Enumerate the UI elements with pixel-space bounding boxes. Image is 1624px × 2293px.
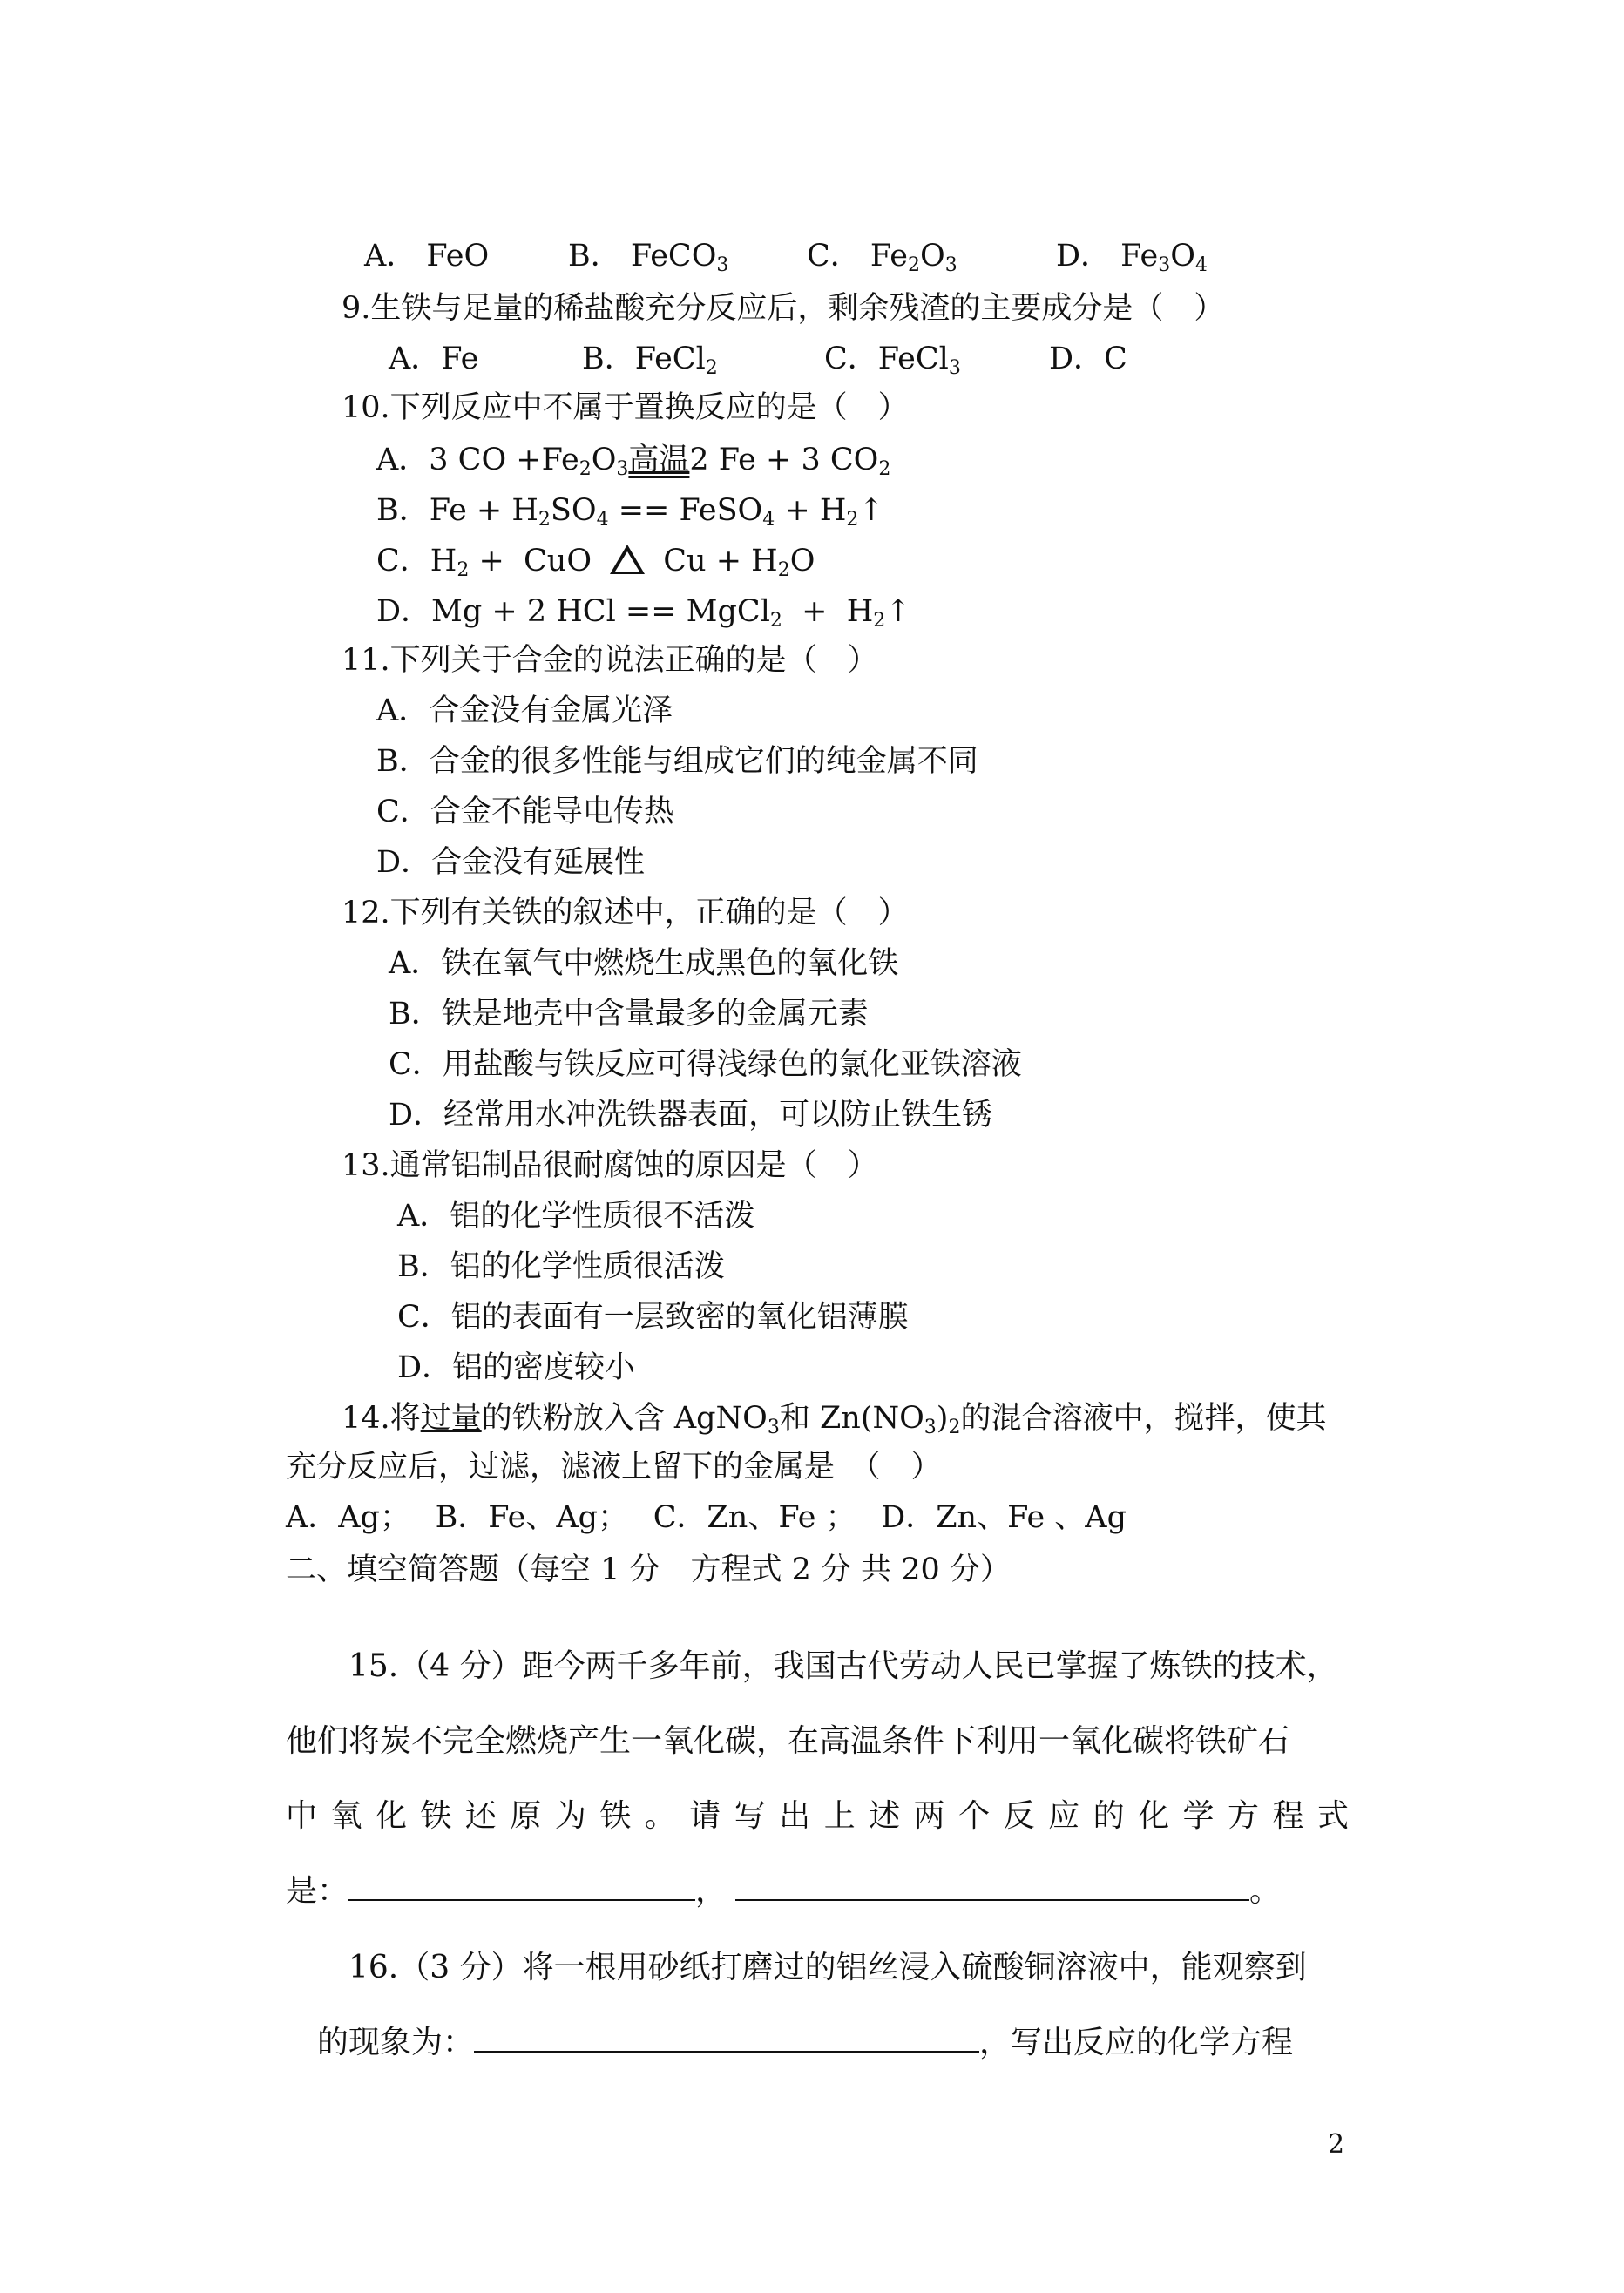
q8-option-b: B． FeCO$_3$ — [568, 239, 729, 276]
q9-option-b: B．FeCl$_2$ — [582, 342, 718, 379]
q9-option-d: D．C — [1049, 342, 1127, 376]
page-number: 2 — [1328, 2129, 1345, 2160]
q14-stem-line2: 充分反应后，过滤，滤液上留下的金属是 （ ） — [286, 1450, 942, 1485]
heating-triangle-icon — [610, 545, 645, 574]
q12-option-a: A．铁在氧气中燃烧生成黑色的氧化铁 — [389, 946, 899, 981]
q16-line2: 的现象为： ，写出反应的化学方程 — [317, 2025, 1294, 2060]
q13-option-a: A．铝的化学性质很不活泼 — [397, 1199, 755, 1234]
q11-option-c: C．合金不能导电传热 — [376, 795, 674, 829]
q15-line3: 中氧化铁还原为铁。请写出上述两个反应的化学方程式 — [286, 1798, 1349, 1834]
answer-blank-3[interactable] — [474, 2025, 979, 2053]
q11-stem: 11.下列关于合金的说法正确的是（ ） — [342, 643, 878, 678]
q16-line1: 16.（3 分）将一根用砂纸打磨过的铝丝浸入硫酸铜溶液中，能观察到 — [348, 1950, 1307, 1985]
q12-stem: 12.下列有关铁的叙述中，正确的是（ ） — [342, 896, 909, 930]
q14-stem-line1: 14.将过量的铁粉放入含 AgNO$_3$和 $Zn(NO_3)_2$的混合溶液中，搅拌，使其 — [342, 1401, 1327, 1438]
q15-line2: 他们将炭不完全燃烧产生一氧化碳，在高温条件下利用一氧化碳将铁矿石 — [286, 1723, 1290, 1759]
q13-option-c: C．铝的表面有一层致密的氧化铝薄膜 — [397, 1300, 909, 1335]
q10-stem: 10.下列反应中不属于置换反应的是（ ） — [342, 390, 909, 425]
q9-option-a: A．Fe — [389, 342, 479, 376]
q12-option-d: D．经常用水冲洗铁器表面，可以防止铁生锈 — [389, 1098, 993, 1133]
gas-up-arrow-icon: ↑ — [858, 493, 884, 528]
q13-option-b: B．铝的化学性质很活泼 — [397, 1249, 725, 1284]
q11-option-b: B．合金的很多性能与组成它们的纯金属不同 — [376, 744, 978, 779]
q8-option-d: D． $Fe_3O_4$ — [1056, 239, 1208, 276]
q11-option-a: A．合金没有金属光泽 — [376, 693, 673, 728]
section-2-title: 二、填空简答题（每空 1 分 方程式 2 分 共 20 分） — [286, 1552, 1011, 1587]
q9-option-c: C．FeCl$_3$ — [824, 342, 961, 379]
q12-option-c: C．用盐酸与铁反应可得浅绿色的氯化亚铁溶液 — [389, 1047, 1022, 1082]
q14-options: A．Ag； B．Fe、Ag； C．Zn、Fe ； D．Zn、Fe 、Ag — [286, 1500, 1127, 1535]
gas-up-arrow-icon: ↑ — [885, 594, 911, 629]
q10-option-a: A．3 CO $+Fe_2O_3$高温2 Fe + 3 $CO_2$ — [376, 443, 891, 480]
reaction-condition-high-temp: 高温 — [628, 443, 690, 477]
q10-option-c: C．$H_2$ + CuO $Cu + H_2O$ — [376, 544, 815, 581]
q9-stem: 9.生铁与足量的稀盐酸充分反应后，剩余残渣的主要成分是（ ） — [342, 291, 1225, 326]
q13-stem: 13.通常铝制品很耐腐蚀的原因是（ ） — [342, 1148, 878, 1183]
q11-option-d: D．合金没有延展性 — [376, 845, 646, 880]
q13-option-d: D．铝的密度较小 — [397, 1350, 636, 1385]
q12-option-b: B．铁是地壳中含量最多的金属元素 — [389, 997, 869, 1032]
q8-option-a: A． FeO — [364, 239, 490, 274]
q15-line4: 是： ， 。 — [286, 1873, 1282, 1909]
answer-blank-1[interactable] — [348, 1873, 695, 1901]
q10-option-b: B．$Fe + H_2SO_4$ == FeSO$_4$ + $H_2↑$ — [376, 493, 884, 531]
q15-line1: 15.（4 分）距今两千多年前，我国古代劳动人民已掌握了炼铁的技术， — [348, 1648, 1338, 1684]
q10-option-d: D．Mg + 2 HCl == MgCl$_2$ + $H_2↑$ — [376, 594, 911, 632]
q8-option-c: C． $Fe_2O_3$ — [807, 239, 957, 276]
answer-blank-2[interactable] — [735, 1873, 1249, 1901]
